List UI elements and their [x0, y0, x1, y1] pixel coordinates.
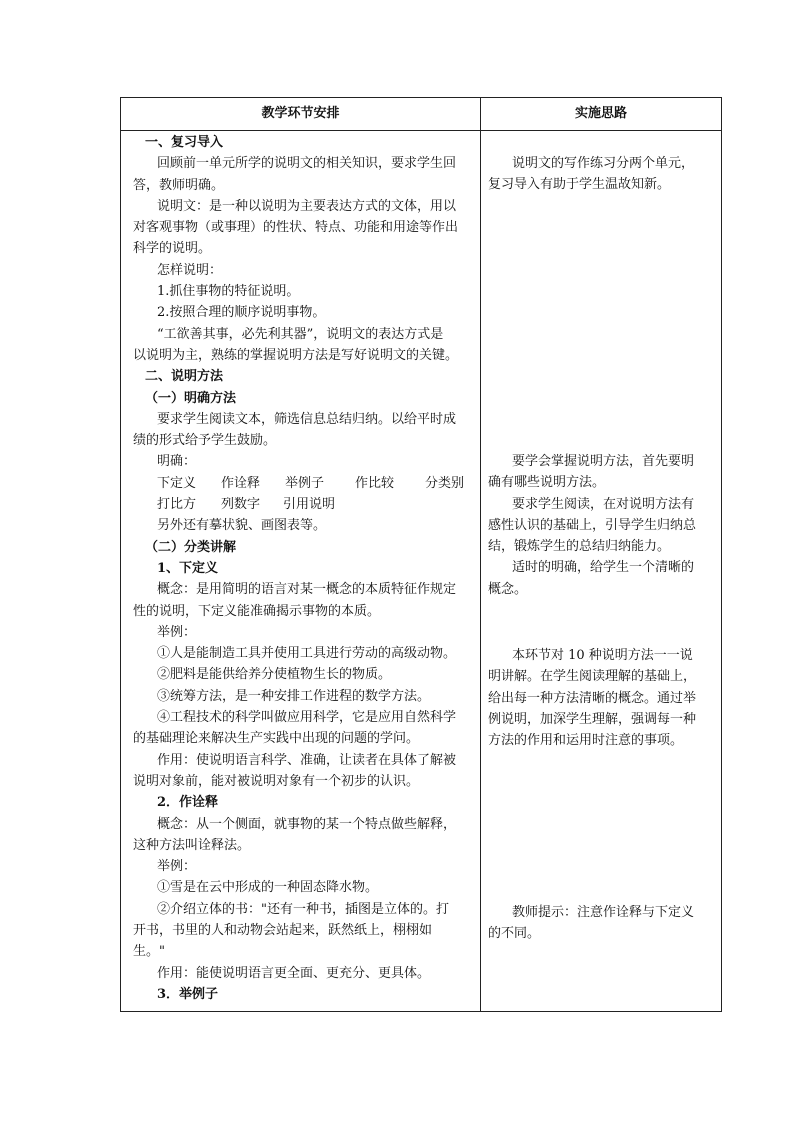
example-line: ①雪是在云中形成的一种固态降水物。 — [157, 880, 379, 896]
paragraph-line: 要求学生阅读，在对说明方法有 — [512, 496, 695, 512]
method-label: 列数字 — [221, 497, 261, 513]
paragraph-line: 概念。 — [488, 581, 528, 597]
example-line: 开书，书里的人和动物会站起来，跃然纸上，栩栩如 — [133, 922, 433, 938]
paragraph-line: 方法的作用和运用时注意的事项。 — [488, 733, 684, 749]
paragraph-line: 结，锻炼学生的总结归纳能力。 — [488, 539, 671, 555]
example-line: 生。" — [133, 944, 165, 960]
paragraph-line: 作用：能使说明语言更全面、更充分、更具体。 — [157, 965, 431, 981]
method-title: 3．举例子 — [157, 986, 219, 1002]
paragraph-line: 另外还有摹状貌、画图表等。 — [157, 518, 327, 534]
subsection-heading-clarify: （一）明确方法 — [145, 390, 237, 406]
subsection-heading-explain: （二）分类讲解 — [145, 539, 237, 555]
paragraph-line: 说明文：是一种以说明为主要表达方式的文体，用以 — [157, 198, 457, 214]
column-divider — [480, 98, 481, 1011]
methods-row — [133, 473, 476, 494]
paragraph-line: 要求学生阅读文本，筛选信息总结归纳。以给平时成 — [157, 411, 457, 427]
paragraph-line: 的不同。 — [488, 926, 541, 942]
method-label: 作比较 — [355, 475, 395, 491]
method-label: 作诠释 — [221, 475, 261, 491]
idea-teacher-tip — [488, 902, 716, 945]
paragraph-line: 明讲解。在学生阅读理解的基础上， — [488, 669, 697, 685]
method-label: 分类别 — [425, 475, 465, 491]
paragraph-line: 明确： — [157, 454, 197, 470]
paragraph-line: 感性认识的基础上，引导学生归纳总 — [488, 517, 697, 533]
method-label: 下定义 — [157, 475, 197, 491]
idea-methods — [488, 451, 716, 600]
paragraph-line: 这种方法叫诠释法。 — [133, 837, 251, 853]
paragraph-line: 举例： — [157, 859, 197, 875]
paragraph-line: 概念：从一个侧面，就事物的某一个特点做些解释， — [157, 816, 457, 832]
lesson-plan-table — [120, 97, 722, 1012]
example-line: ③统筹方法，是一种安排工作进程的数学方法。 — [157, 688, 431, 704]
paragraph-line: 性的说明，下定义能准确揭示事物的本质。 — [133, 603, 381, 619]
paragraph-line: 答，教师明确。 — [133, 177, 225, 193]
paragraph-line: 概念：是用简明的语言对某一概念的本质特征作规定 — [157, 582, 457, 598]
header-implementation-idea: 实施思路 — [574, 106, 627, 121]
example-line: ②肥料是能供给养分使植物生长的物质。 — [157, 667, 392, 683]
paragraph-line: 科学的说明。 — [133, 241, 212, 257]
method-label: 引用说明 — [283, 497, 336, 513]
paragraph-line: 给出每一种方法清晰的概念。通过举 — [488, 690, 697, 706]
paragraph-line: 对客观事物（或事理）的性状、特点、功能和用途等作出 — [133, 220, 459, 236]
header-divider — [121, 130, 721, 131]
paragraph-line: 要学会掌握说明方法，首先要明 — [512, 454, 695, 469]
paragraph-line: 举例： — [157, 624, 197, 640]
section-heading-review: 一、复习导入 — [145, 135, 224, 150]
example-line: ④工程技术的科学叫做应用科学，它是应用自然科学 — [157, 710, 457, 726]
method-title: 1、下定义 — [157, 560, 219, 576]
example-line: ②介绍立体的书："还有一种书，插图是立体的。打 — [157, 901, 449, 917]
paragraph-line: 怎样说明： — [157, 262, 223, 278]
paragraph-line: 本环节对 10 种说明方法一一说 — [512, 648, 693, 663]
section-heading-methods: 二、说明方法 — [145, 369, 224, 385]
paragraph-line: 回顾前一单元所学的说明文的相关知识，要求学生回 — [157, 156, 457, 172]
methods-row — [133, 494, 476, 515]
paragraph-line: “工欲善其事，必先利其器”，说明文的表达方式是 — [157, 326, 444, 342]
example-line: 的基础理论来解决生产实践中出现的问题的学问。 — [133, 731, 420, 747]
paragraph-line: 说明对象前，能对被说明对象有一个初步的认识。 — [133, 773, 420, 789]
paragraph-line: 说明文的写作练习分两个单元， — [512, 156, 695, 171]
paragraph-line: 教师提示：注意作诠释与下定义 — [512, 905, 695, 920]
method-label: 举例子 — [285, 475, 325, 491]
paragraph-line: 适时的明确，给学生一个清晰的 — [512, 560, 695, 576]
paragraph-line: 以说明为主，熟练的掌握说明方法是写好说明文的关键。 — [133, 347, 459, 363]
list-item: 1.抓住事物的特征说明。 — [157, 284, 300, 300]
idea-review — [488, 153, 716, 196]
example-line: ①人是能制造工具并使用工具进行劳动的高级动物。 — [157, 646, 457, 662]
paragraph-line: 例说明，加深学生理解，强调每一种 — [488, 711, 697, 727]
method-title: 2．作诠释 — [157, 795, 219, 811]
idea-explain — [488, 645, 716, 751]
paragraph-line: 绩的形式给予学生鼓励。 — [133, 433, 277, 449]
left-column — [133, 132, 476, 1005]
header-teaching-arrangement: 教学环节安排 — [261, 106, 340, 121]
paragraph-line: 作用：使说明语言科学、准确，让读者在具体了解被 — [157, 752, 457, 768]
method-label: 打比方 — [157, 497, 197, 513]
paragraph-line: 复习导入有助于学生温故知新。 — [488, 177, 671, 193]
paragraph-line: 确有哪些说明方法。 — [488, 475, 606, 491]
list-item: 2.按照合理的顺序说明事物。 — [157, 305, 326, 321]
